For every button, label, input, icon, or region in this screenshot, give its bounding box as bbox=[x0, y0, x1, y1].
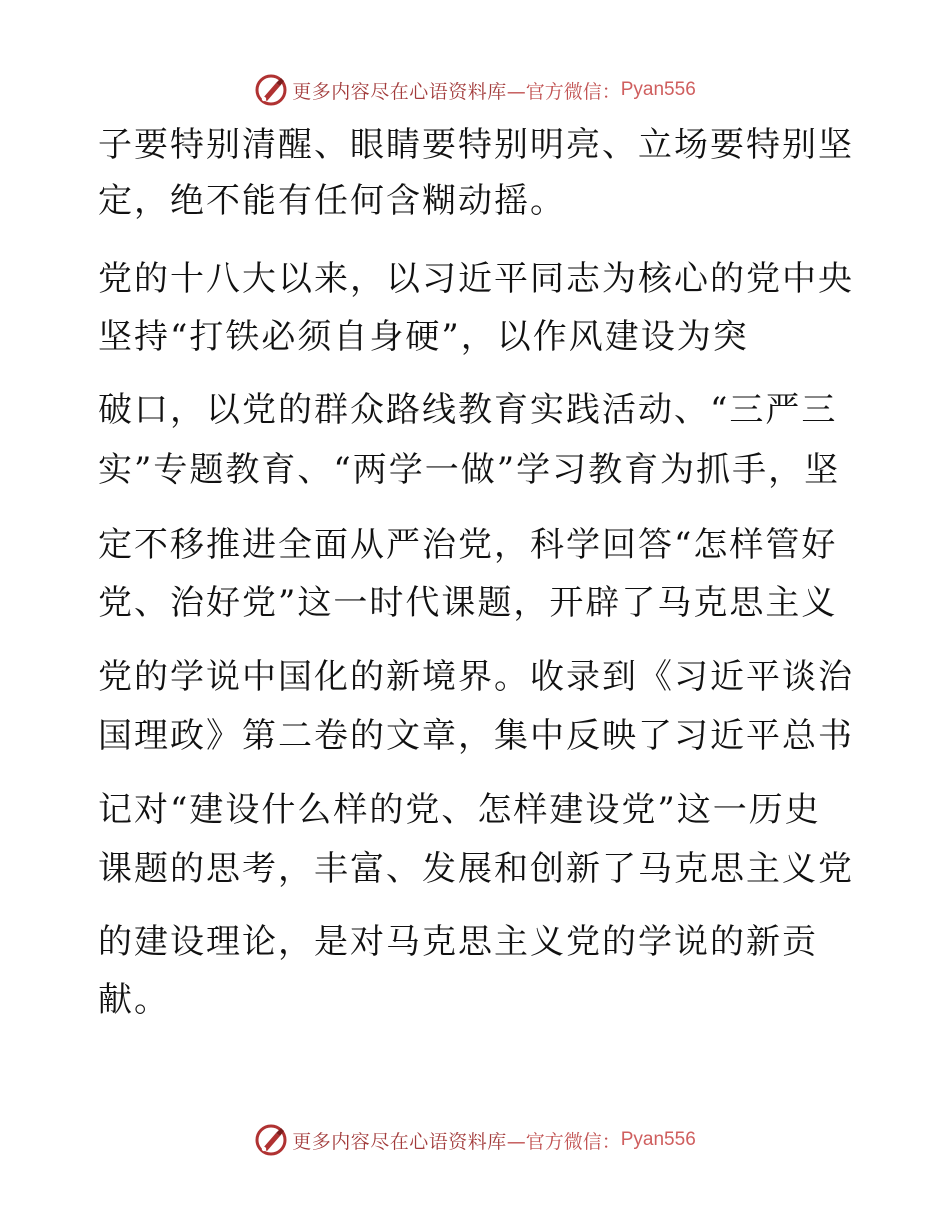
body-line: 党、治好党”这一时代课题，开辟了马克思主义 bbox=[98, 583, 838, 623]
body-line: 党的学说中国化的新境界。收录到《习近平谈治 bbox=[98, 657, 854, 697]
pen-logo-icon bbox=[254, 73, 288, 107]
body-line: 献。 bbox=[98, 980, 170, 1020]
watermark-text: 更多内容尽在心语资料库 bbox=[292, 80, 507, 103]
body-line: 定，绝不能有任何含糊动摇。 bbox=[98, 181, 566, 221]
body-line: 定不移推进全面从严治党，科学回答“怎样管好 bbox=[98, 525, 838, 565]
watermark-id: Pyan556 bbox=[620, 79, 696, 100]
watermark-suffix: —官方微信： bbox=[506, 1130, 621, 1153]
body-line: 党的十八大以来，以习近平同志为核心的党中央 bbox=[98, 259, 854, 299]
body-line: 记对“建设什么样的党、怎样建设党”这一历史 bbox=[98, 790, 821, 830]
body-line: 的建设理论，是对马克思主义党的学说的新贡 bbox=[98, 922, 818, 962]
body-line: 课题的思考，丰富、发展和创新了马克思主义党 bbox=[98, 849, 854, 889]
header-watermark bbox=[0, 70, 950, 110]
body-line: 破口，以党的群众路线教育实践活动、“三严三 bbox=[98, 390, 838, 430]
pen-logo-icon bbox=[254, 1123, 288, 1157]
footer-watermark bbox=[0, 1120, 950, 1160]
watermark-id: Pyan556 bbox=[620, 1129, 696, 1150]
body-line: 国理政》第二卷的文章，集中反映了习近平总书 bbox=[98, 716, 854, 756]
watermark-suffix: —官方微信： bbox=[506, 80, 621, 103]
body-line: 子要特别清醒、眼睛要特别明亮、立场要特别坚 bbox=[98, 125, 854, 165]
watermark-text: 更多内容尽在心语资料库 bbox=[292, 1130, 507, 1153]
body-line: 坚持“打铁必须自身硬”，以作风建设为突 bbox=[98, 317, 749, 357]
body-line: 实”专题教育、“两学一做”学习教育为抓手，坚 bbox=[98, 450, 841, 490]
